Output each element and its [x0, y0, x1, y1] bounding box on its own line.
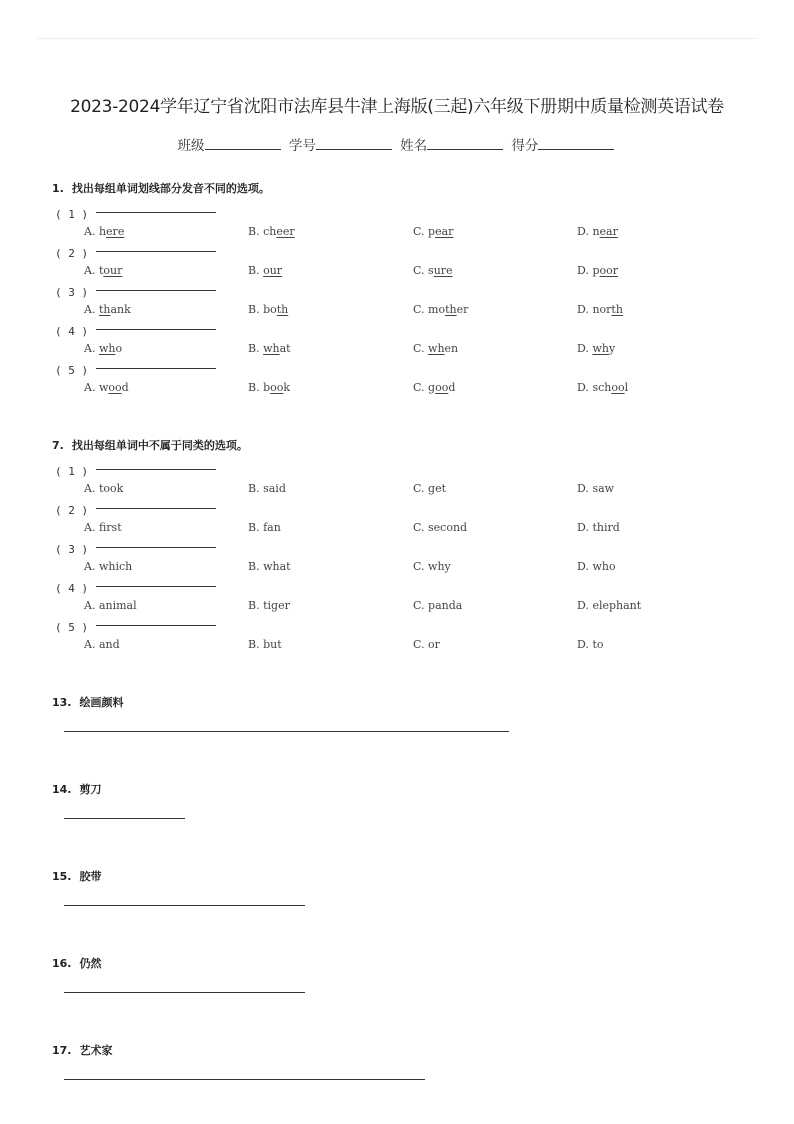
option-underlined-part: eer: [276, 225, 295, 238]
option-word-part: p: [592, 264, 600, 277]
option-underlined-part: th: [98, 303, 111, 316]
option-letter: B.: [248, 381, 260, 394]
option-letter: B.: [248, 521, 260, 534]
option-word: took: [98, 482, 124, 495]
vocab-question: [52, 955, 102, 971]
option-letter: B.: [248, 560, 260, 573]
option-word: but: [263, 638, 282, 651]
answer-blank[interactable]: [96, 290, 216, 291]
option-underlined-part: oo: [435, 381, 449, 394]
option-underlined-part: ere: [106, 225, 125, 238]
option-choice[interactable]: [413, 381, 455, 394]
option-word-part: nor: [592, 303, 612, 316]
option-letter: C.: [413, 303, 425, 316]
option-word-part: ank: [110, 303, 131, 316]
sub-question-number: ( 1 ): [55, 208, 89, 221]
option-underlined-part: th: [611, 303, 623, 316]
option-word-part: n: [592, 225, 600, 238]
option-choice[interactable]: [413, 521, 467, 534]
option-choice[interactable]: [84, 599, 137, 612]
option-choice[interactable]: [577, 303, 623, 316]
option-letter: B.: [248, 599, 260, 612]
option-underlined-part: wh: [428, 342, 445, 355]
option-word: get: [428, 482, 447, 495]
answer-blank[interactable]: [96, 547, 216, 548]
vocab-question: [52, 1042, 113, 1058]
question-number: 16.: [52, 957, 72, 970]
option-word-part: y: [608, 342, 616, 355]
option-word: third: [592, 521, 620, 534]
option-word-part: h: [98, 225, 107, 238]
info-class: 班级: [178, 134, 283, 154]
question-number: 14.: [52, 783, 72, 796]
option-choice[interactable]: [84, 521, 122, 534]
name-field[interactable]: [427, 135, 503, 150]
option-letter: D.: [577, 264, 589, 277]
option-word: which: [98, 560, 133, 573]
option-letter: A.: [84, 560, 96, 573]
option-choice[interactable]: [248, 381, 290, 394]
option-word: panda: [428, 599, 463, 612]
option-choice[interactable]: [413, 560, 451, 573]
option-choice[interactable]: [248, 264, 282, 277]
option-choice[interactable]: [577, 638, 603, 651]
option-letter: C.: [413, 599, 425, 612]
sub-question-number: ( 2 ): [55, 504, 89, 517]
option-letter: A.: [84, 638, 96, 651]
option-choice[interactable]: [413, 599, 462, 612]
option-word-part: l: [624, 381, 629, 394]
option-underlined-part: our: [103, 264, 123, 277]
sub-question-number: ( 4 ): [55, 325, 89, 338]
option-word: elephant: [592, 599, 642, 612]
sub-question-number: ( 3 ): [55, 543, 89, 556]
option-word-part: d: [121, 381, 129, 394]
vocab-word: 仍然: [79, 957, 102, 970]
option-word-part: w: [98, 381, 109, 394]
option-word: second: [428, 521, 468, 534]
option-word-part: s: [428, 264, 434, 277]
option-word-part: t: [98, 264, 104, 277]
option-word-part: k: [283, 381, 291, 394]
option-letter: D.: [577, 225, 589, 238]
option-letter: A.: [84, 381, 96, 394]
option-word-part: g: [428, 381, 436, 394]
sub-question-number: ( 2 ): [55, 247, 89, 260]
option-letter: D.: [577, 342, 589, 355]
vocab-word: 艺术家: [79, 1044, 113, 1057]
option-letter: B.: [248, 638, 260, 651]
option-letter: B.: [248, 303, 260, 316]
option-choice[interactable]: [248, 638, 282, 651]
answer-blank[interactable]: [96, 368, 216, 369]
answer-line[interactable]: [64, 731, 509, 732]
answer-blank[interactable]: [96, 508, 216, 509]
vocab-question: [52, 781, 102, 797]
answer-line[interactable]: [64, 818, 185, 819]
option-choice[interactable]: [413, 638, 440, 651]
option-choice[interactable]: [248, 560, 291, 573]
option-word: said: [263, 482, 286, 495]
option-word-part: er: [456, 303, 469, 316]
option-choice[interactable]: [413, 264, 453, 277]
option-underlined-part: oo: [611, 381, 625, 394]
student-id-field[interactable]: [316, 135, 392, 150]
option-choice[interactable]: [577, 560, 616, 573]
option-letter: C.: [413, 482, 425, 495]
answer-blank[interactable]: [96, 625, 216, 626]
answer-blank[interactable]: [96, 586, 216, 587]
question-number: 1.: [52, 182, 64, 195]
option-letter: A.: [84, 225, 96, 238]
option-letter: A.: [84, 482, 96, 495]
option-word: animal: [98, 599, 137, 612]
option-letter: D.: [577, 638, 589, 651]
option-word-part: at: [279, 342, 291, 355]
option-underlined-part: our: [263, 264, 283, 277]
option-word: who: [592, 560, 616, 573]
info-student-id: 学号: [289, 134, 394, 154]
info-score: 得分: [511, 134, 616, 154]
option-word-part: en: [444, 342, 459, 355]
option-choice[interactable]: [577, 482, 614, 495]
option-letter: B.: [248, 264, 260, 277]
option-letter: C.: [413, 342, 425, 355]
option-choice[interactable]: [84, 225, 124, 238]
option-choice[interactable]: [577, 381, 628, 394]
answer-blank[interactable]: [96, 469, 216, 470]
option-underlined-part: ear: [599, 225, 618, 238]
option-letter: C.: [413, 638, 425, 651]
option-word-part: p: [428, 225, 436, 238]
option-underlined-part: oo: [108, 381, 122, 394]
option-letter: A.: [84, 303, 96, 316]
option-letter: A.: [84, 342, 96, 355]
option-choice[interactable]: [577, 342, 615, 355]
option-choice[interactable]: [413, 482, 446, 495]
option-word: to: [592, 638, 604, 651]
question-number: 17.: [52, 1044, 72, 1057]
option-underlined-part: wh: [263, 342, 280, 355]
option-word: why: [428, 560, 451, 573]
option-word-part: bo: [263, 303, 277, 316]
info-name: 姓名: [400, 134, 505, 154]
answer-line[interactable]: [64, 905, 305, 906]
option-choice[interactable]: [413, 342, 458, 355]
option-choice[interactable]: [248, 482, 286, 495]
option-letter: D.: [577, 482, 589, 495]
option-word-part: b: [263, 381, 271, 394]
option-underlined-part: oor: [599, 264, 618, 277]
class-field[interactable]: [205, 135, 281, 150]
option-letter: C.: [413, 264, 425, 277]
sub-question-number: ( 1 ): [55, 465, 89, 478]
option-underlined-part: oo: [270, 381, 284, 394]
option-underlined-part: th: [276, 303, 289, 316]
option-letter: A.: [84, 599, 96, 612]
option-underlined-part: ure: [433, 264, 453, 277]
option-letter: B.: [248, 342, 260, 355]
option-underlined-part: ear: [435, 225, 454, 238]
option-letter: B.: [248, 482, 260, 495]
option-choice[interactable]: [84, 560, 132, 573]
option-choice[interactable]: [84, 264, 122, 277]
question-prompt: 找出每组单词划线部分发音不同的选项。: [71, 182, 270, 195]
option-letter: D.: [577, 521, 589, 534]
option-word: fan: [263, 521, 281, 534]
option-underlined-part: th: [445, 303, 457, 316]
question-title: [52, 180, 270, 196]
option-choice[interactable]: [84, 638, 120, 651]
option-word-part: mo: [428, 303, 446, 316]
option-word-part: d: [448, 381, 456, 394]
option-word: first: [98, 521, 122, 534]
header-divider: [36, 38, 758, 39]
option-underlined-part: wh: [592, 342, 609, 355]
answer-line[interactable]: [64, 992, 305, 993]
answer-blank[interactable]: [96, 251, 216, 252]
answer-line[interactable]: [64, 1079, 425, 1080]
sub-question-number: ( 5 ): [55, 364, 89, 377]
student-info-row: [0, 134, 794, 154]
option-letter: B.: [248, 225, 260, 238]
option-letter: C.: [413, 225, 425, 238]
question-number: 15.: [52, 870, 72, 883]
option-choice[interactable]: [577, 264, 618, 277]
answer-blank[interactable]: [96, 329, 216, 330]
option-choice[interactable]: [84, 381, 129, 394]
option-word-part: sch: [592, 381, 612, 394]
sub-question-number: ( 5 ): [55, 621, 89, 634]
option-letter: C.: [413, 560, 425, 573]
option-choice[interactable]: [577, 599, 641, 612]
question-prompt: 找出每组单词中不属于同类的选项。: [71, 439, 248, 452]
question-number: 7.: [52, 439, 64, 452]
option-choice[interactable]: [248, 521, 281, 534]
vocab-word: 剪刀: [79, 783, 102, 796]
option-choice[interactable]: [248, 303, 288, 316]
option-letter: C.: [413, 381, 425, 394]
option-letter: D.: [577, 599, 589, 612]
option-word-part: o: [115, 342, 123, 355]
score-field[interactable]: [538, 135, 614, 150]
option-letter: C.: [413, 521, 425, 534]
option-word: saw: [592, 482, 615, 495]
option-letter: D.: [577, 303, 589, 316]
vocab-question: [52, 868, 102, 884]
option-choice[interactable]: [84, 342, 122, 355]
option-underlined-part: wh: [98, 342, 116, 355]
option-choice[interactable]: [577, 521, 620, 534]
answer-blank[interactable]: [96, 212, 216, 213]
question-title: [52, 437, 248, 453]
page-title: 2023-2024学年辽宁省沈阳市法库县牛津上海版(三起)六年级下册期中质量检测英语试卷: [70, 97, 724, 117]
option-choice[interactable]: [248, 599, 290, 612]
vocab-word: 胶带: [79, 870, 102, 883]
vocab-word: 绘画颜料: [79, 696, 124, 709]
option-choice[interactable]: [84, 482, 123, 495]
question-number: 13.: [52, 696, 72, 709]
option-word: tiger: [263, 599, 290, 612]
option-letter: A.: [84, 521, 96, 534]
option-choice[interactable]: [84, 303, 131, 316]
option-letter: D.: [577, 560, 589, 573]
option-choice[interactable]: [248, 225, 295, 238]
sub-question-number: ( 3 ): [55, 286, 89, 299]
option-choice[interactable]: [413, 225, 453, 238]
option-choice[interactable]: [248, 342, 291, 355]
vocab-question: [52, 694, 124, 710]
option-letter: A.: [84, 264, 96, 277]
option-letter: D.: [577, 381, 589, 394]
option-word: or: [428, 638, 440, 651]
sub-question-number: ( 4 ): [55, 582, 89, 595]
option-word: what: [263, 560, 291, 573]
option-choice[interactable]: [577, 225, 618, 238]
option-word-part: ch: [263, 225, 277, 238]
option-word: and: [98, 638, 120, 651]
option-choice[interactable]: [413, 303, 468, 316]
